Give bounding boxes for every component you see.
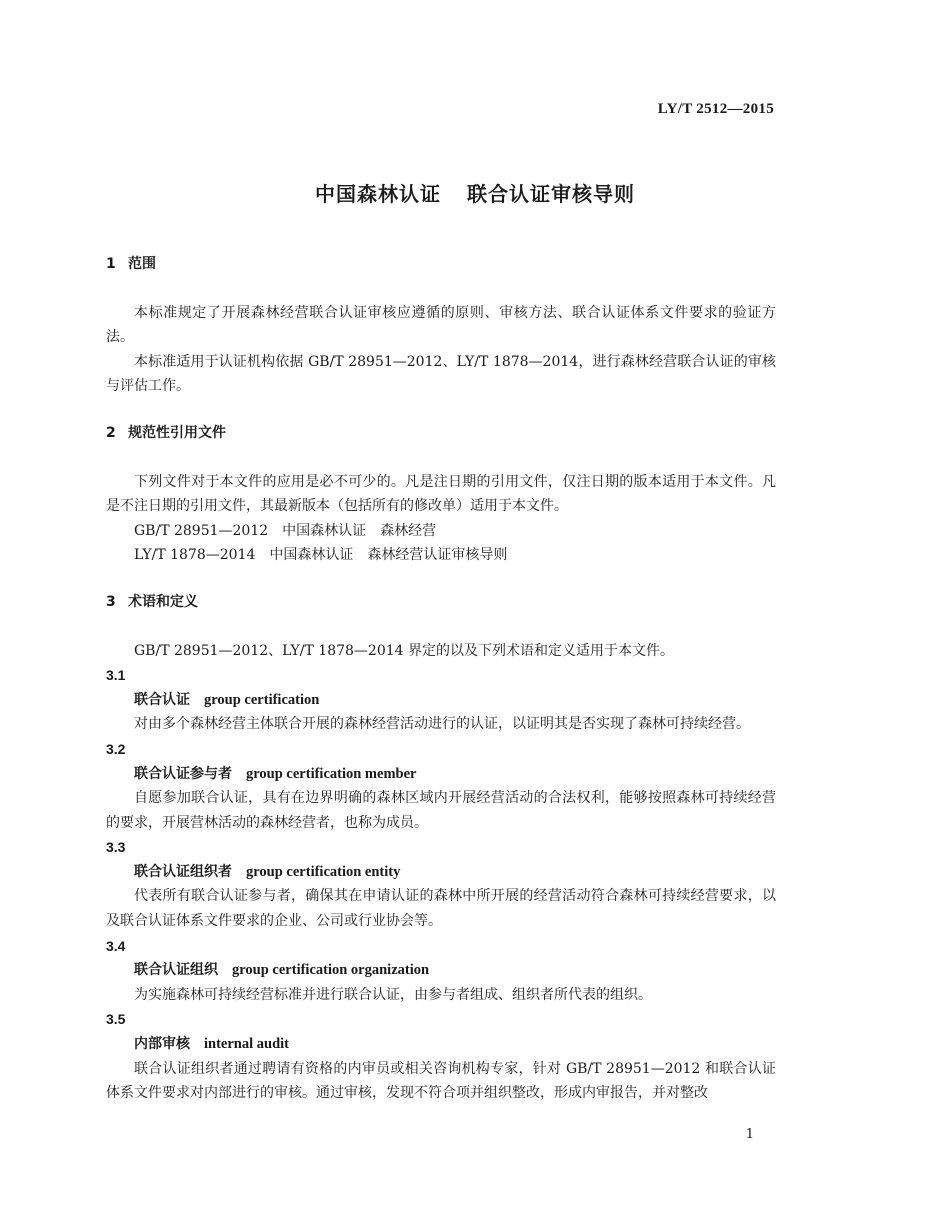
- term-number: 3.1: [106, 667, 126, 684]
- section-title: 范围: [128, 256, 156, 272]
- paragraph: GB/T 28951—2012、LY/T 1878—2014 界定的以及下列术语和定义适用于本文件。: [134, 642, 674, 659]
- page-number: 1: [745, 1127, 754, 1142]
- term-name-zh: 联合认证: [134, 691, 190, 708]
- section-title: 规范性引用文件: [128, 424, 226, 441]
- reference-code: LY/T 1878—2014: [134, 547, 256, 564]
- term-number: 3.3: [106, 839, 126, 856]
- section-number: 3: [106, 593, 116, 610]
- standard-code: LY/T 2512—2015: [657, 101, 774, 117]
- term-definition: 对由多个森林经营主体联合开展的森林经营活动进行的认证，以证明其是否实现了森林可持续经营。: [134, 716, 750, 733]
- term-name-en: group certification: [204, 691, 320, 708]
- term-definition: 为实施森林可持续经营标准并进行联合认证，由参与者组成、组织者所代表的组织。: [134, 986, 652, 1003]
- paragraph: 本标准适用于认证机构依据 GB/T 28951—2012、LY/T 1878—2014，进行森林经营联合认证的审核与评估工作。: [106, 353, 776, 395]
- section-1-heading: [106, 252, 776, 277]
- document-title: [0, 178, 950, 207]
- term-name: [106, 860, 776, 885]
- reference-title: 中国森林认证 森林经营: [282, 522, 437, 539]
- reference-item: [106, 543, 776, 568]
- term-name-zh: 联合认证组织: [134, 962, 218, 979]
- section-number: 1: [106, 256, 116, 272]
- term-definition: 代表所有联合认证参与者，确保其在申请认证的森林中所开展的经营活动符合森林可持续经营要求，以及联合认证体系文件要求的企业、公司或行业协会等。: [106, 888, 776, 930]
- term-name: [106, 688, 776, 713]
- section-3-heading: [106, 590, 776, 615]
- section-title: 术语和定义: [128, 593, 198, 610]
- title-part-2: 联合认证审核导则: [467, 182, 635, 206]
- title-part-1: 中国森林认证: [315, 182, 441, 206]
- term-name: [106, 762, 776, 787]
- term-name-en: group certification organization: [232, 962, 430, 979]
- term-name-zh: 内部审核: [134, 1036, 190, 1053]
- term-definition: 自愿参加联合认证，具有在边界明确的森林区域内开展经营活动的合法权利，能够按照森林可持续经营的要求，开展营林活动的森林经营者，也称为成员。: [106, 790, 776, 831]
- term-name-zh: 联合认证参与者: [134, 765, 232, 782]
- term-name-en: group certification entity: [246, 863, 401, 880]
- term-definition: 联合认证组织者通过聘请有资格的内审员或相关咨询机构专家，针对 GB/T 28951—2012 和联合认证体系文件要求对内部进行的审核。通过审核，发现不符合项并组织整改，形成内审报告，并对整改: [106, 1060, 776, 1102]
- term-name-en: group certification member: [246, 765, 417, 782]
- document-body: [106, 252, 776, 1106]
- reference-code: GB/T 28951—2012: [134, 522, 269, 539]
- term-number: 3.2: [106, 740, 126, 757]
- section-number: 2: [106, 424, 116, 441]
- paragraph: 下列文件对于本文件的应用是必不可少的。凡是注日期的引用文件，仅注日期的版本适用于本文件。凡是不注日期的引用文件，其最新版本（包括所有的修改单）适用于本文件。: [106, 473, 776, 515]
- term-name-zh: 联合认证组织者: [134, 863, 232, 880]
- section-2-heading: [106, 421, 776, 446]
- term-name: [106, 1032, 776, 1057]
- paragraph: 本标准规定了开展森林经营联合认证审核应遵循的原则、审核方法、联合认证体系文件要求的验证方法。: [106, 304, 776, 346]
- reference-title: 中国森林认证 森林经营认证审核导则: [269, 547, 508, 564]
- term-number: 3.4: [106, 937, 126, 954]
- term-name-en: internal audit: [204, 1036, 289, 1053]
- term-number: 3.5: [106, 1011, 126, 1028]
- term-name: [106, 958, 776, 983]
- reference-item: [106, 519, 776, 544]
